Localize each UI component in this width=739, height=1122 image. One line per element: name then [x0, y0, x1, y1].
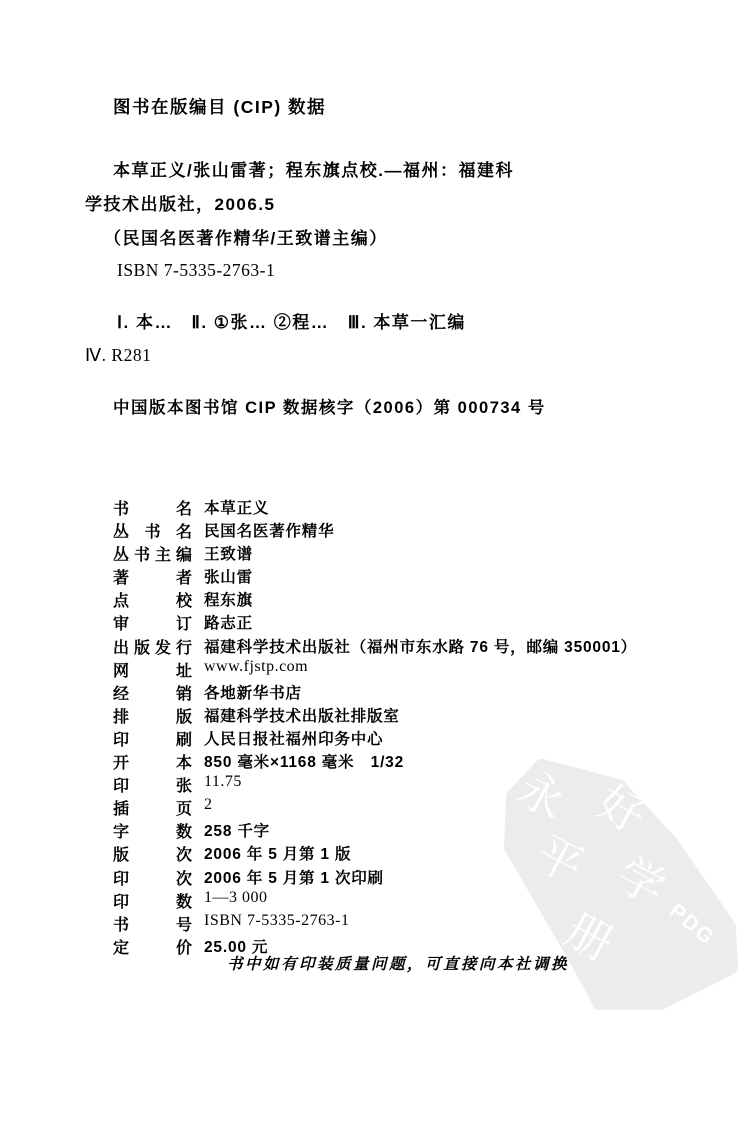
colophon-row-value: 2006 年 5 月第 1 版	[204, 846, 352, 864]
colophon-row	[113, 935, 637, 958]
colophon-row-label: 著者	[113, 570, 192, 588]
colophon-row-label: 出版发行	[113, 639, 192, 657]
colophon-row-label: 印张	[113, 778, 192, 796]
colophon-row-value: 路志正	[204, 615, 253, 633]
colophon-row	[113, 773, 637, 796]
colophon-row-label: 书名	[113, 501, 192, 518]
colophon-row-label: 网址	[113, 662, 192, 680]
colophon-row-value: 850 毫米×1168 毫米 1/32	[204, 754, 405, 772]
colophon-row-value: 民国名医著作精华	[204, 523, 335, 541]
classification-line2: Ⅳ. R281	[85, 345, 152, 365]
colophon-row-label: 排版	[113, 708, 192, 726]
colophon-row-label: 书号	[113, 916, 192, 934]
quality-exchange-note: 书中如有印装质量问题，可直接向本社调换	[227, 956, 570, 973]
colophon-row-label: 丛书名	[113, 524, 192, 542]
colophon-row-label: 插页	[113, 801, 192, 819]
colophon-row-value: 福建科学技术出版社（福州市东水路 76 号，邮编 350001）	[204, 638, 637, 656]
colophon-row-label: 开本	[113, 755, 192, 773]
colophon-row-label: 印刷	[113, 731, 192, 749]
colophon-row	[113, 611, 637, 634]
colophon-row	[113, 496, 637, 519]
colophon-row	[113, 635, 637, 658]
colophon-row	[113, 796, 637, 819]
colophon-row	[113, 704, 637, 727]
colophon-row-value: 本草正义	[204, 500, 270, 517]
colophon-row	[113, 889, 637, 912]
colophon-row-value: 福建科学技术出版社排版室	[204, 707, 400, 725]
colophon-row-value: 11.75	[204, 773, 242, 791]
colophon-row-value: 人民日报社福州印务中心	[204, 730, 384, 748]
isbn-line: ISBN 7-5335-2763-1	[117, 260, 276, 280]
colophon-row-label: 丛书主编	[113, 547, 192, 565]
colophon-row-value: www.fjstp.com	[204, 657, 309, 675]
cip-record-number-line: 中国版本图书馆 CIP 数据核字（2006）第 000734 号	[113, 399, 546, 417]
colophon-row-label: 字数	[113, 824, 192, 842]
colophon-table	[113, 496, 637, 958]
seal-glyph: 册	[556, 904, 622, 971]
colophon-row-value: 2	[204, 796, 213, 814]
cip-title: 图书在版编目 (CIP) 数据	[113, 97, 327, 117]
colophon-row-label: 点校	[113, 593, 192, 611]
colophon-row	[113, 565, 637, 588]
colophon-row-value: 1—3 000	[204, 888, 268, 906]
colophon-row-label: 印数	[113, 893, 192, 911]
seal-glyph: 平	[526, 826, 592, 893]
colophon-row	[113, 727, 637, 750]
colophon-row-value: 各地新华书店	[204, 684, 302, 702]
colophon-row	[113, 658, 637, 681]
colophon-row	[113, 866, 637, 889]
colophon-row	[113, 912, 637, 935]
colophon-row-value: 258 千字	[204, 823, 270, 841]
colophon-row	[113, 681, 637, 704]
colophon-row-value: 王致谱	[204, 546, 253, 564]
cip-description-line1: 本草正义/张山雷著；程东旗点校.—福州：福建科	[113, 161, 514, 180]
colophon-row-value: 2006 年 5 月第 1 次印刷	[204, 869, 384, 887]
colophon-row	[113, 819, 637, 842]
classification-line1: Ⅰ. 本… Ⅱ. ①张… ②程… Ⅲ. 本草一汇编	[117, 313, 466, 332]
colophon-row-label: 审订	[113, 616, 192, 634]
colophon-row-value: 程东旗	[204, 592, 253, 610]
colophon-row-label: 定价	[113, 939, 192, 957]
colophon-row-label: 版次	[113, 847, 192, 865]
seal-glyph: 学	[608, 848, 674, 915]
colophon-row	[113, 750, 637, 773]
colophon-row-value: 25.00 元	[204, 938, 269, 956]
seal-glyph: 好	[588, 776, 654, 843]
pdg-watermark-label: PDG	[664, 899, 720, 950]
colophon-row-label: 印次	[113, 870, 192, 888]
colophon-row-value: 张山雷	[204, 569, 253, 587]
colophon-row	[113, 588, 637, 611]
colophon-row	[113, 519, 637, 542]
colophon-row-label: 经销	[113, 685, 192, 703]
colophon-row	[113, 542, 637, 565]
colophon-row	[113, 842, 637, 865]
series-note: （民国名医著作精华/王致谱主编）	[104, 229, 388, 248]
seal-glyph: 永	[508, 762, 574, 829]
cip-description-line2: 学技术出版社，2006.5	[85, 195, 276, 214]
colophon-row-value: ISBN 7-5335-2763-1	[204, 911, 350, 929]
